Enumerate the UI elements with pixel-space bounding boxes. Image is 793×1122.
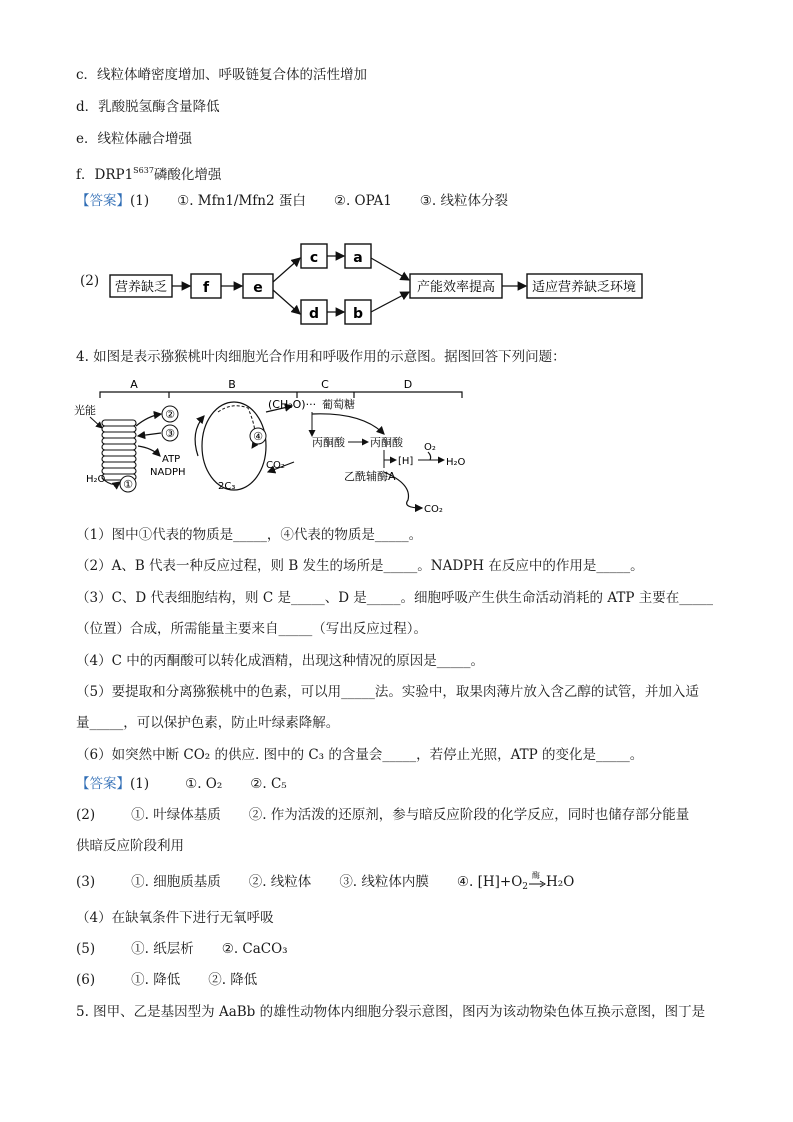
option-f-superscript: S637 [133, 166, 154, 175]
answer4-6-num: (6) [76, 972, 96, 988]
answer4-1-num: (1) [130, 776, 150, 792]
svg-text:b: b [352, 306, 364, 322]
answer-tag: 【答案】 [76, 193, 130, 209]
label-2c3: 2C₃ [218, 481, 236, 492]
label-acetyl-coa: 乙酰辅酶A [344, 470, 396, 483]
option-f-prefix: f．DRP1 [76, 167, 134, 183]
cell-process-diagram [72, 376, 472, 516]
circle-label-3: ③ [165, 427, 175, 440]
label-ch2o: (CH₂O)··· [268, 398, 317, 411]
answer3-part1-num: (1) [130, 193, 150, 209]
answer3-item1: ①. Mfn1/Mfn2 蛋白 [177, 193, 306, 209]
svg-text:营养缺乏: 营养缺乏 [114, 280, 168, 295]
flow-node-f [191, 274, 221, 298]
svg-text:f: f [202, 280, 210, 296]
label-region-d: D [403, 378, 413, 391]
label-co2-d: CO₂ [424, 504, 443, 515]
answer4-line2 [76, 806, 689, 824]
svg-text:c: c [309, 250, 319, 266]
option-d: d．乳酸脱氢酶含量降低 [76, 99, 220, 115]
answer4-3-item1: ①. 细胞质基质 [131, 874, 221, 890]
q4-stem: 4. 如图是表示猕猴桃叶肉细胞光合作用和呼吸作用的示意图。据图回答下列问题： [76, 349, 566, 365]
svg-text:适应营养缺乏环境: 适应营养缺乏环境 [531, 280, 637, 295]
answer-tag: 【答案】 [76, 776, 130, 792]
svg-text:a: a [353, 250, 363, 266]
option-e: e．线粒体融合增强 [76, 131, 192, 147]
answer3-item3: ③. 线粒体分裂 [419, 193, 508, 209]
label-glucose: 葡萄糖 [322, 398, 355, 411]
answer4-1-item2: ②. C₅ [250, 776, 287, 792]
label-h2o-d: H₂O [446, 457, 466, 468]
q4-sub4: （4）C 中的丙酮酸可以转化成酒精，出现这种情况的原因是_____。 [76, 653, 484, 669]
enzyme-arrow: 酶 [528, 876, 546, 890]
circle-label-4: ④ [253, 430, 263, 443]
label-h: [H] [398, 456, 414, 467]
answer4-3-item3: ③. 线粒体内膜 [339, 874, 429, 890]
label-pyruvate-d: 丙酮酸 [370, 436, 403, 449]
q4-sub3-line2: （位置）合成，所需能量主要来自_____（写出反应过程）。 [76, 621, 427, 637]
label-co2-b: CO₂ [266, 460, 285, 471]
answer4-6-item2: ②. 降低 [208, 972, 258, 988]
circle-label-1: ① [123, 478, 133, 491]
flow-diagram [100, 232, 660, 332]
label-region-c: C [321, 378, 329, 391]
flow-node-d [301, 300, 327, 324]
answer4-2-item2: ②. 作为活泼的还原剂，参与暗反应阶段的化学反应，同时也储存部分能量 [248, 807, 690, 823]
answer4-3-num: (3) [76, 874, 96, 890]
answer4-6-item1: ①. 降低 [131, 972, 181, 988]
answer4-5-num: (5) [76, 941, 96, 957]
answer4-2-item1: ①. 叶绿体基质 [131, 807, 221, 823]
thylakoid-stack [102, 420, 136, 480]
answer4-3-item2: ②. 线粒体 [248, 874, 312, 890]
q4-sub2: （2）A、B 代表一种反应过程，则 B 发生的场所是_____。NADPH 在反应中的作用是_____。 [76, 558, 644, 574]
q5-stem: 5. 图甲、乙是基因型为 AaBb 的雄性动物体内细胞分裂示意图，图丙为该动物染色体互换示意图，图丁是 [76, 1004, 706, 1020]
option-f-suffix: 磷酸化增强 [153, 167, 222, 183]
flow-node-e [243, 274, 273, 298]
calvin-cycle [202, 402, 266, 490]
answer4-5-item1: ①. 纸层析 [131, 941, 194, 957]
svg-text:e: e [253, 280, 263, 296]
label-o2: O₂ [424, 442, 436, 453]
flow-node-b [345, 300, 371, 324]
label-nadph: NADPH [150, 467, 186, 478]
svg-text:d: d [308, 306, 320, 322]
label-region-a: A [130, 378, 138, 391]
label-region-b: B [228, 378, 236, 391]
answer4-line4: （4）在缺氧条件下进行无氧呼吸 [76, 910, 274, 926]
q4-sub3-line1: （3）C、D 代表细胞结构，则 C 是_____、D 是_____。细胞呼吸产生供生命活动消耗的 ATP 主要在_____ [76, 590, 713, 606]
q4-sub1: （1）图中①代表的物质是_____，④代表的物质是_____。 [76, 527, 423, 543]
answer4-line3 [76, 870, 575, 896]
q4-sub5-line2: 量_____，可以保护色素，防止叶绿素降解。 [76, 715, 340, 731]
label-pyruvate-c: 丙酮酸 [312, 436, 345, 449]
label-h2o: H₂O [86, 474, 106, 485]
label-atp: ATP [162, 454, 181, 465]
answer4-1-item1: ①. O₂ [185, 776, 223, 792]
answer4-line6 [76, 971, 257, 989]
answer4-5-item2: ②. CaCO₃ [221, 941, 288, 957]
option-f [76, 162, 221, 184]
answer4-line2-cont: 供暗反应阶段利用 [76, 838, 184, 854]
circle-label-2: ② [165, 408, 175, 421]
answer3-item2: ②. OPA1 [333, 193, 392, 209]
answer4-line1 [76, 775, 287, 793]
flow-node-a [345, 244, 371, 268]
q4-sub6: （6）如突然中断 CO₂ 的供应. 图中的 C₃ 的含量会_____，若停止光照，ATP 的变化是_____。 [76, 747, 644, 763]
flow-node-c [301, 244, 327, 268]
flow-node-start [110, 275, 172, 297]
label-light-energy: 光能 [74, 404, 96, 417]
answer4-line5 [76, 940, 288, 958]
flow-node-end [527, 274, 642, 298]
flow-node-result [410, 274, 502, 298]
answer3-line [76, 192, 508, 210]
answer4-3-item4: ④. $[H]+O_2$ 酶 H₂O [456, 870, 575, 892]
q4-sub5-line1: （5）要提取和分离猕猴桃中的色素，可以用_____法。实验中，取果肉薄片放入含乙醇的试管，并加入适 [76, 684, 699, 700]
svg-text:产能效率提高: 产能效率提高 [416, 280, 496, 295]
answer4-2-num: (2) [76, 807, 96, 823]
option-c: c．线粒体嵴密度增加、呼吸链复合体的活性增加 [76, 67, 368, 83]
answer3-part2-num: (2) [80, 273, 100, 289]
